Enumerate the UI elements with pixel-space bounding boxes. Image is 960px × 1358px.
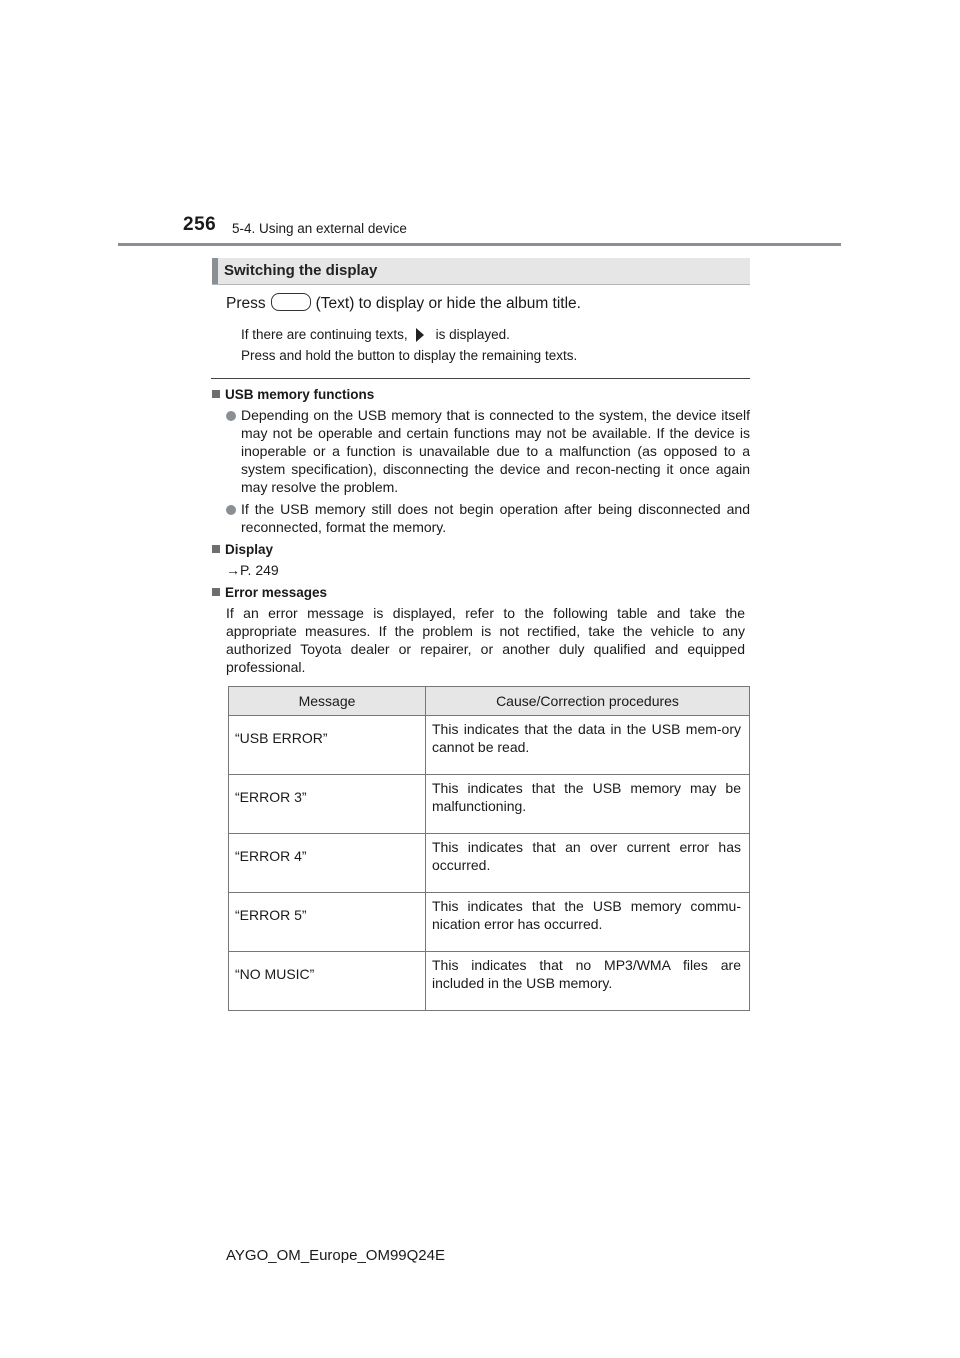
cause-cell: This indicates that no MP3/WMA files are included in the USB memory. [426,952,750,1011]
press-word: Press [226,295,266,312]
switching-display-heading-text: Switching the display [224,262,378,279]
error-messages-intro: If an error message is displayed, refer to the following table and take the appropriate measures. If the problem is not rectified, take the vehicle to any authorized Toyota dealer or repairer, or another duly qualified and equipped professional. [226,605,745,675]
section-title: 5-4. Using an external device [232,221,407,236]
table-row [229,834,750,893]
usb-memory-functions-heading-text: USB memory functions [225,387,375,402]
page-number: 256 [183,214,217,235]
switching-display-heading [212,258,750,285]
table-row [229,893,750,952]
header-rule [118,243,841,246]
message-cell: “ERROR 3” [229,775,426,834]
arrow-right-icon [416,328,424,342]
cause-cell: This indicates that the USB memory may be malfunctioning. [426,775,750,834]
message-cell: “USB ERROR” [229,716,426,775]
usb-bullet-1: Depending on the USB memory that is connected to the system, the device itself may not be operable and certain functions may not be available. If the device is inoperable or a function is unavailable due to a malfunction (as opposed to a system specification), disconnecting the device and recon-necting it once again may resolve the problem. [241,407,750,495]
column-header-message: Message [229,687,426,716]
message-cell: “ERROR 4” [229,834,426,893]
error-messages-table [228,686,750,1011]
table-row [229,775,750,834]
cause-cell: This indicates that the USB memory commu-nication error has occurred. [426,893,750,952]
error-messages-heading-text: Error messages [225,585,328,600]
cause-cell: This indicates that the data in the USB mem-ory cannot be read. [426,716,750,775]
hold-button-note: Press and hold the button to display the remaining texts. [241,348,578,363]
cause-cell: This indicates that an over current error has occurred. [426,834,750,893]
press-instruction-rest: (Text) to display or hide the album title. [315,295,581,312]
table-row [229,716,750,775]
continuing-text-note-after: is displayed. [435,327,510,342]
square-bullet-icon [212,390,220,398]
display-page-reference[interactable]: →P. 249 [226,562,279,578]
display-heading-text: Display [225,542,274,557]
table-header-row [229,687,750,716]
column-header-cause: Cause/Correction procedures [426,687,750,716]
table-row [229,952,750,1011]
usb-memory-functions-heading [212,387,374,402]
press-instruction [226,293,581,313]
document-id: AYGO_OM_Europe_OM99Q24E [226,1247,445,1264]
continuing-text-note-before: If there are continuing texts, [241,327,408,342]
square-bullet-icon [212,545,220,553]
display-heading [212,542,273,557]
square-bullet-icon [212,588,220,596]
heading-accent-bar [212,258,218,284]
message-cell: “ERROR 5” [229,893,426,952]
section-divider [211,378,750,379]
continuing-text-note [241,327,510,342]
bullet-dot-icon [226,505,236,515]
text-button-icon [271,293,311,311]
message-cell: “NO MUSIC” [229,952,426,1011]
bullet-dot-icon [226,411,236,421]
error-messages-heading [212,585,327,600]
usb-bullet-2: If the USB memory still does not begin operation after being disconnected and reconnected, format the memory. [241,501,750,535]
